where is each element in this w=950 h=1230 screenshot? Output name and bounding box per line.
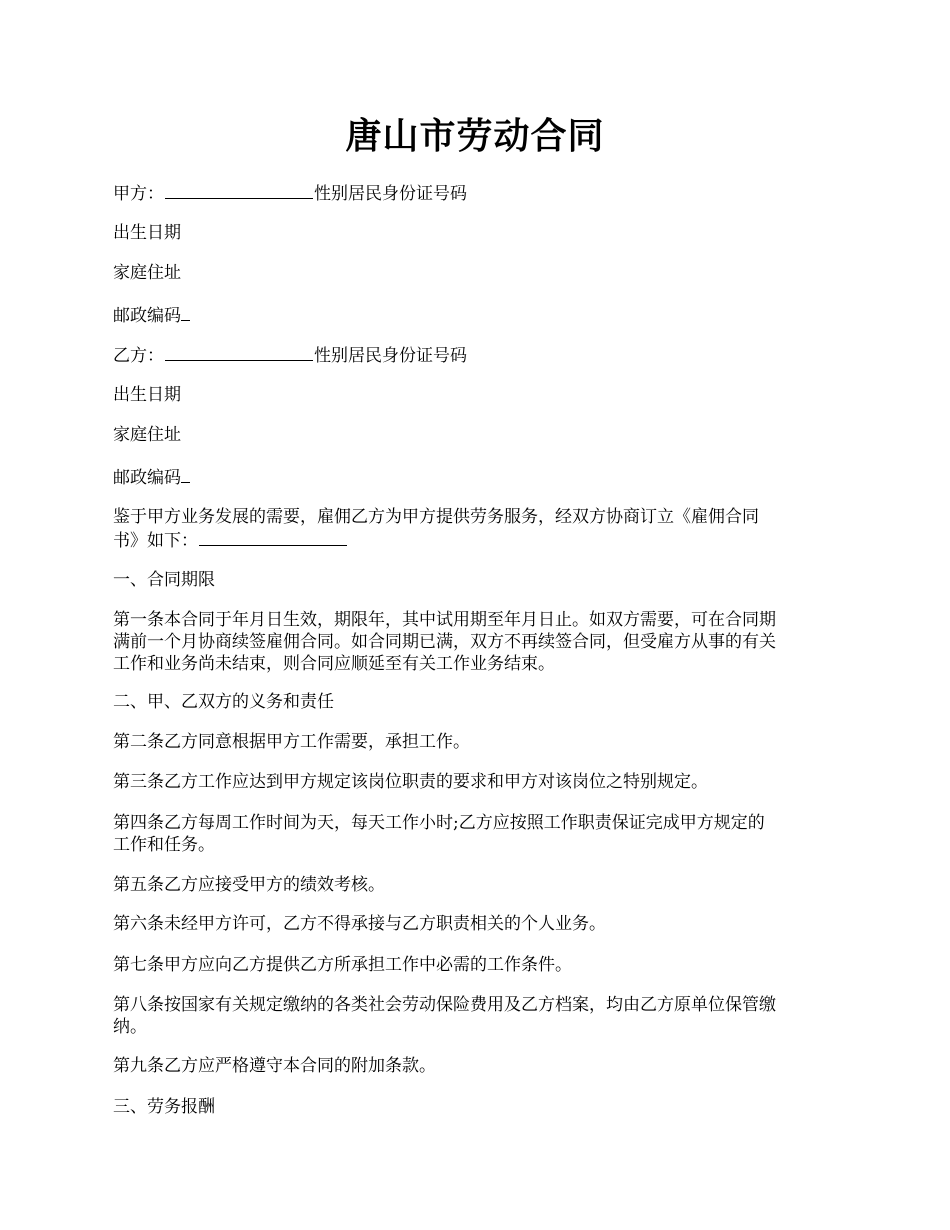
party-a-id-label: 性别居民身份证号码 <box>314 184 467 204</box>
party-b-postcode-line <box>113 465 843 489</box>
party-b-address: 家庭住址 <box>113 425 181 445</box>
article-1-line-1: 第一条本合同于年月日生效，期限年，其中试用期至年月日止。如双方需要，可在合同期 <box>113 610 776 630</box>
article-8-line-2: 纳。 <box>113 1017 147 1037</box>
party-b-name-blank <box>165 343 313 361</box>
article-1-line-2: 满前一个月协商续签雇佣合同。如合同期已满，双方不再续签合同，但受雇方从事的有关 <box>113 632 776 652</box>
party-a-label: 甲方： <box>113 184 164 204</box>
article-3: 第三条乙方工作应达到甲方规定该岗位职责的要求和甲方对该岗位之特别规定。 <box>113 772 708 792</box>
article-4 <box>113 812 843 856</box>
party-a-name-blank <box>165 181 313 199</box>
preamble <box>113 506 843 552</box>
section-2-title: 二、甲、乙双方的义务和责任 <box>113 692 334 712</box>
article-8 <box>113 994 843 1038</box>
section-1-title: 一、合同期限 <box>113 570 215 590</box>
article-1-line-3: 工作和业务尚未结束，则合同应顺延至有关工作业务结束。 <box>113 654 555 674</box>
article-2: 第二条乙方同意根据甲方工作需要，承担工作。 <box>113 732 470 752</box>
party-a-line <box>113 181 843 205</box>
article-9: 第九条乙方应严格遵守本合同的附加条款。 <box>113 1056 436 1076</box>
party-b-label: 乙方： <box>113 346 164 366</box>
party-a-postcode-line <box>113 303 843 327</box>
party-b-postcode: 邮政编码 <box>113 468 181 488</box>
party-a-postcode-blank <box>181 303 190 321</box>
party-b-line <box>113 343 843 367</box>
party-b-id-label: 性别居民身份证号码 <box>314 346 467 366</box>
article-8-line-1: 第八条按国家有关规定缴纳的各类社会劳动保险费用及乙方档案，均由乙方原单位保管缴 <box>113 995 776 1015</box>
preamble-blank <box>199 528 347 546</box>
party-b-birth: 出生日期 <box>113 385 181 405</box>
section-3-title: 三、劳务报酬 <box>113 1097 215 1117</box>
preamble-line-2: 书》如下： <box>113 531 198 551</box>
preamble-line-2-wrap <box>113 528 843 552</box>
party-b-postcode-blank <box>181 465 190 483</box>
document-title: 唐山市劳动合同 <box>345 115 605 157</box>
preamble-line-1: 鉴于甲方业务发展的需要，雇佣乙方为甲方提供劳务服务，经双方协商订立《雇佣合同 <box>113 507 759 527</box>
article-4-line-2: 工作和任务。 <box>113 835 215 855</box>
party-a-birth: 出生日期 <box>113 223 181 243</box>
article-7: 第七条甲方应向乙方提供乙方所承担工作中必需的工作条件。 <box>113 955 572 975</box>
party-a-address: 家庭住址 <box>113 263 181 283</box>
party-a-postcode: 邮政编码 <box>113 306 181 326</box>
article-5: 第五条乙方应接受甲方的绩效考核。 <box>113 875 385 895</box>
article-6: 第六条未经甲方许可，乙方不得承接与乙方职责相关的个人业务。 <box>113 914 606 934</box>
article-4-line-1: 第四条乙方每周工作时间为天，每天工作小时;乙方应按照工作职责保证完成甲方规定的 <box>113 813 765 833</box>
article-1 <box>113 609 843 675</box>
